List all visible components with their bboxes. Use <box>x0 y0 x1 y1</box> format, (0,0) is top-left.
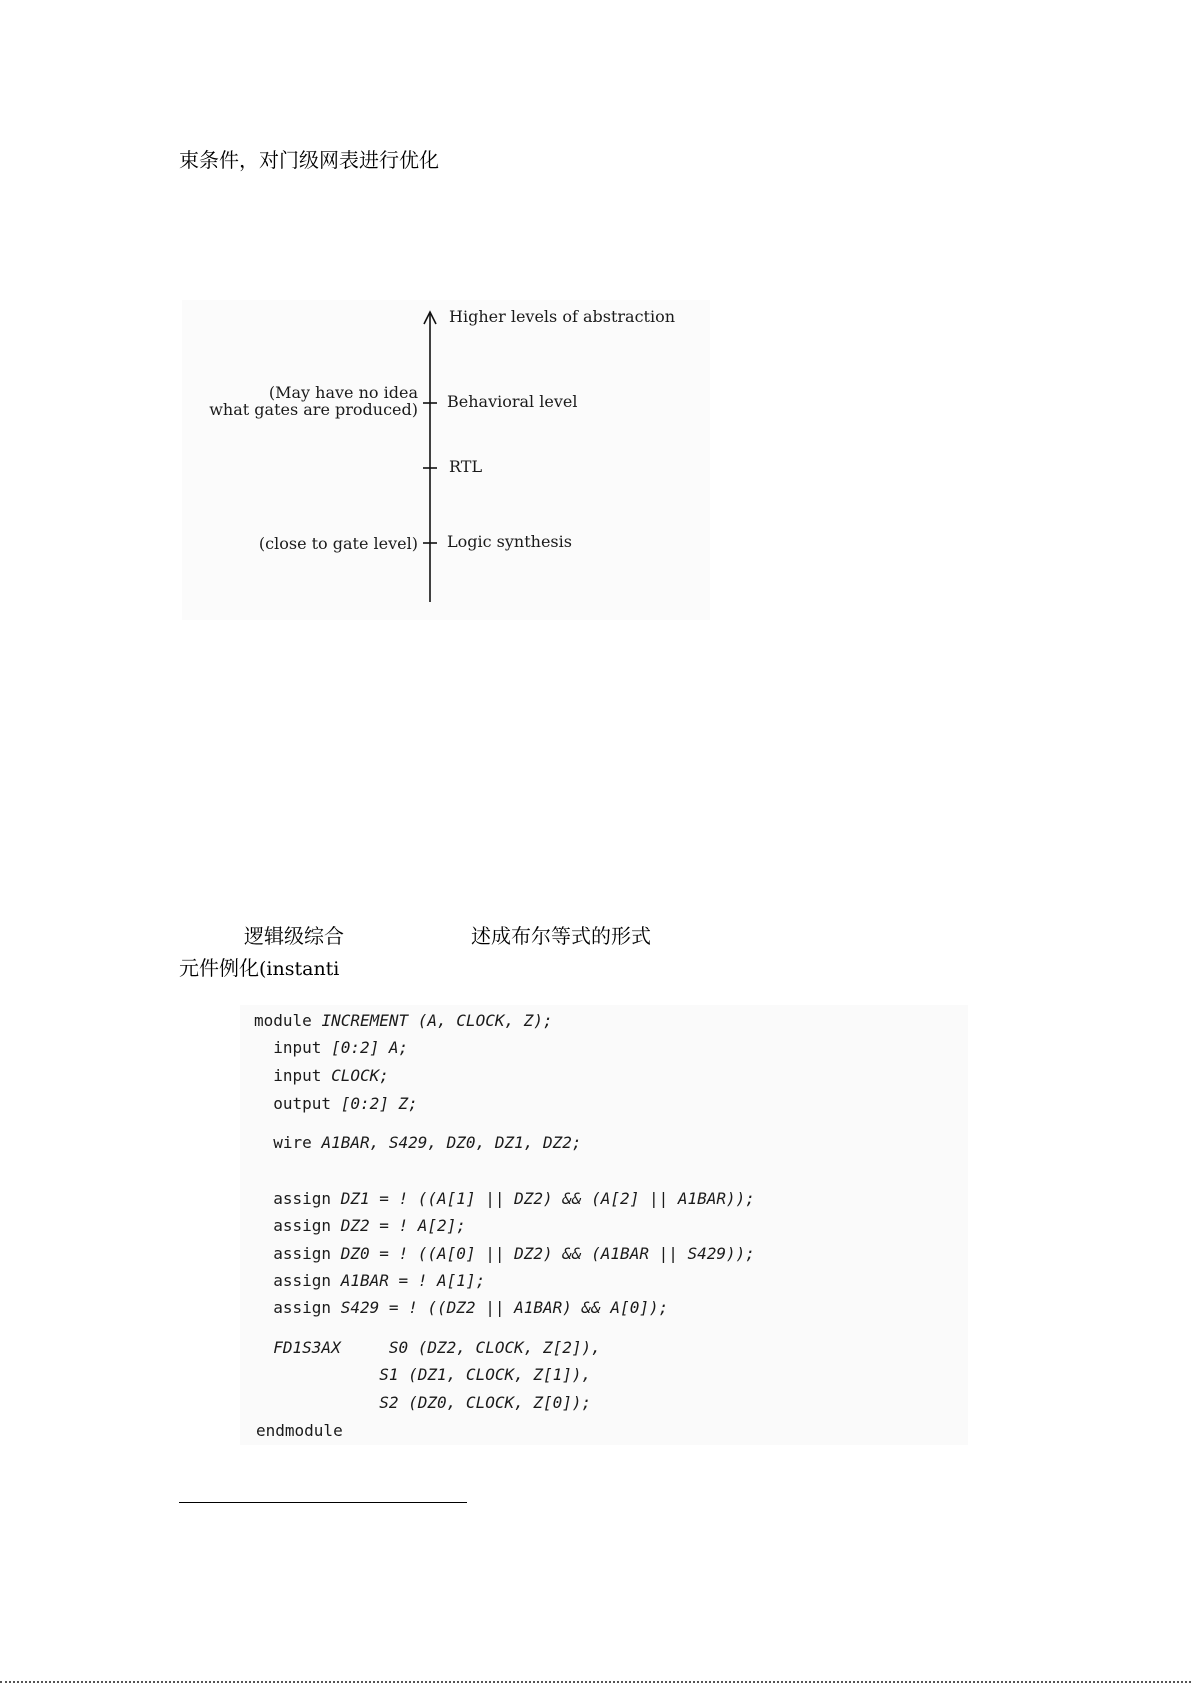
code-line: S2 (DZ0, CLOCK, Z[0]); <box>379 1393 592 1412</box>
code-line: assign DZ1 = ! ((A[1] || DZ2) && (A[2] || A1BAR)); <box>273 1189 755 1208</box>
abstraction-axis-graphic <box>182 300 710 620</box>
note-logic-synthesis: (close to gate level) <box>258 534 418 553</box>
label-behavioral-level: Behavioral level <box>447 392 578 411</box>
code-line: assign DZ0 = ! ((A[0] || DZ2) && (A1BAR || S429)); <box>273 1244 755 1263</box>
verilog-code-figure <box>240 1005 968 1445</box>
body-text-instantiation-cjk: 元件例化 <box>179 956 259 980</box>
code-line: FD1S3AX S0 (DZ2, CLOCK, Z[2]), <box>273 1338 601 1357</box>
label-higher-abstraction: Higher levels of abstraction <box>449 307 676 326</box>
page-bottom-border <box>0 1681 1191 1683</box>
code-line: input [0:2] A; <box>273 1038 409 1057</box>
body-text-instantiation <box>179 956 339 981</box>
label-rtl: RTL <box>449 457 483 476</box>
code-line: module INCREMENT (A, CLOCK, Z); <box>254 1011 553 1030</box>
code-line: assign A1BAR = ! A[1]; <box>273 1271 486 1290</box>
note-behavioral-line1: (May have no idea <box>268 383 418 402</box>
body-text-logic-synthesis: 逻辑级综合 <box>244 924 344 948</box>
note-behavioral-line2: what gates are produced) <box>209 400 418 419</box>
body-text-instantiation-latin: (instanti <box>259 958 340 980</box>
code-line: output [0:2] Z; <box>273 1094 418 1113</box>
code-line: wire A1BAR, S429, DZ0, DZ1, DZ2; <box>273 1133 582 1152</box>
code-line: endmodule <box>256 1421 343 1440</box>
code-line: assign S429 = ! ((DZ2 || A1BAR) && A[0]); <box>273 1298 669 1317</box>
body-text-top: 束条件，对门级网表进行优化 <box>179 148 439 172</box>
code-line: input CLOCK; <box>273 1066 389 1085</box>
code-line: S1 (DZ1, CLOCK, Z[1]), <box>379 1365 592 1384</box>
abstraction-level-diagram <box>182 300 710 620</box>
label-logic-synthesis: Logic synthesis <box>447 532 572 551</box>
code-line: assign DZ2 = ! A[2]; <box>273 1216 466 1235</box>
footnote-separator <box>179 1502 467 1503</box>
body-text-boolean-form: 述成布尔等式的形式 <box>471 924 651 948</box>
